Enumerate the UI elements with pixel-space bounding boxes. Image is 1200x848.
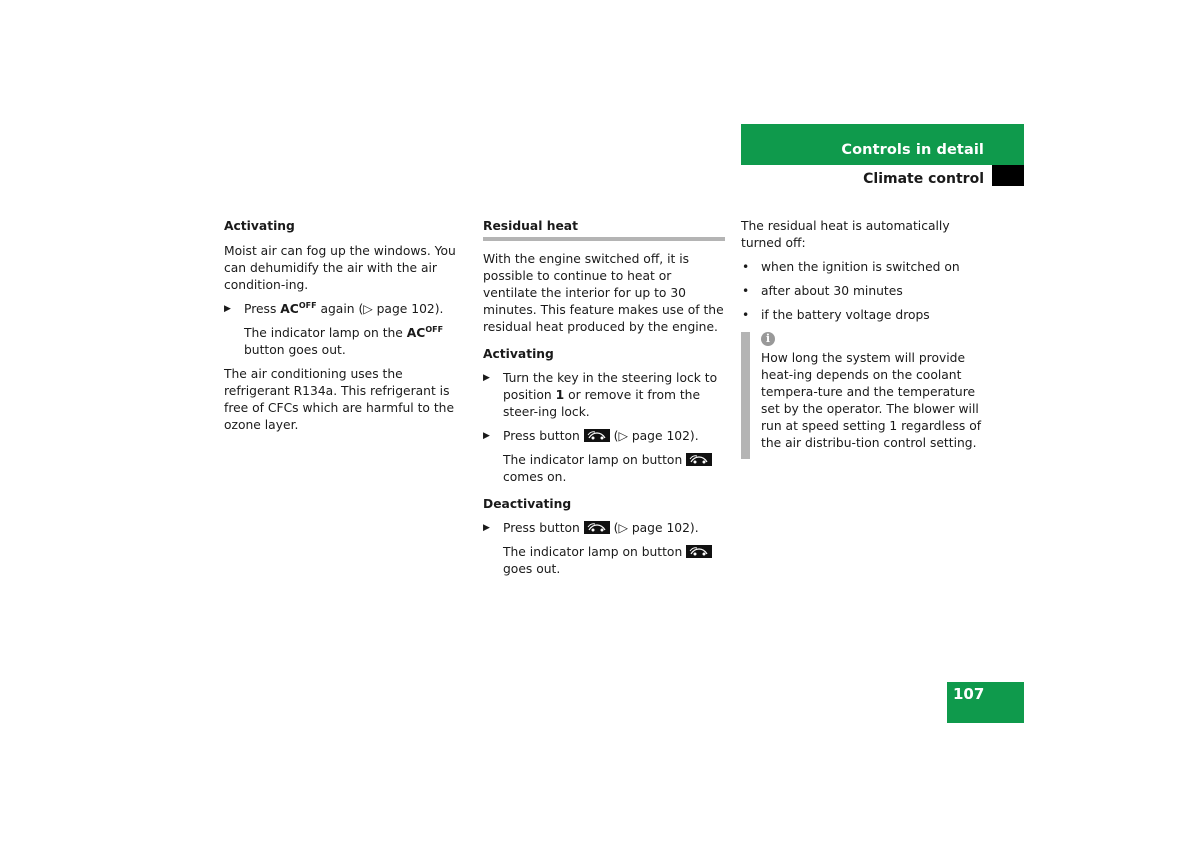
residual-heat-button-icon <box>686 545 712 558</box>
step-result: The indicator lamp on button comes on. <box>483 452 725 486</box>
instruction-step: ▶ Press $AC^{OFF}$ again (▷ page 102). <box>224 301 444 316</box>
residual-heat-button-icon <box>686 453 712 466</box>
arrow-right-icon: ▶ <box>483 431 490 441</box>
activating-heading: Activating <box>483 347 554 361</box>
info-icon: i <box>761 332 775 346</box>
arrow-right-icon: ▶ <box>483 523 490 533</box>
instruction-step: ▶ Press button (▷ page 102). <box>483 429 699 443</box>
subsection-marker <box>992 165 1024 186</box>
info-bar <box>741 332 750 459</box>
list-item: • when the ignition is switched on <box>742 260 960 274</box>
arrow-right-icon: ▶ <box>483 373 490 383</box>
activating-heading: Activating <box>224 219 295 233</box>
residual-heat-button-icon <box>584 521 610 534</box>
step-result: The indicator lamp on the $AC^{OFF}$ button goes out. <box>244 325 444 357</box>
residual-heat-paragraph: With the engine switched off, it is possible to continue to heat or ventilate the interior for up to 30 minutes. This feature makes use of the residual heat produced by the engine. <box>483 252 724 334</box>
residual-heat-button-icon <box>584 429 610 442</box>
instruction-step: ▶ Press button (▷ page 102). <box>483 521 699 535</box>
fog-paragraph: Moist air can fog up the windows. You can dehumidify the air with the air condition-ing. <box>224 244 456 292</box>
list-item: • if the battery voltage drops <box>742 308 930 322</box>
instruction-step: ▶ Turn the key in the steering lock to position 1 or remove it from the steer-ing lock. <box>483 371 718 419</box>
info-note <box>741 332 986 452</box>
subsection-title: Climate control <box>863 171 984 187</box>
step-result: The indicator lamp on button goes out. <box>483 544 725 578</box>
column-left <box>224 218 466 434</box>
deactivating-heading: Deactivating <box>483 497 572 511</box>
list-item: • after about 30 minutes <box>742 284 903 298</box>
column-right <box>741 218 986 452</box>
page-number-box <box>947 682 1024 723</box>
arrow-right-icon: ▶ <box>224 304 231 314</box>
section-title: Controls in detail <box>841 142 984 158</box>
residual-heat-heading: Residual heat <box>483 218 725 241</box>
column-middle <box>483 218 725 578</box>
refrigerant-paragraph: The air conditioning uses the refrigerant R134a. This refrigerant is free of CFCs which are harmful to the ozone layer. <box>224 367 455 432</box>
auto-off-intro: The residual heat is automatically turned off: <box>741 219 950 250</box>
page-number: 107 <box>953 685 985 703</box>
info-text: How long the system will provide heat-ing depends on the coolant tempera-ture and the temperature set by the operator. The blower will run at speed setting 1 regardless of the air distribu-tion control setting. <box>761 351 982 450</box>
section-header <box>741 124 1024 165</box>
